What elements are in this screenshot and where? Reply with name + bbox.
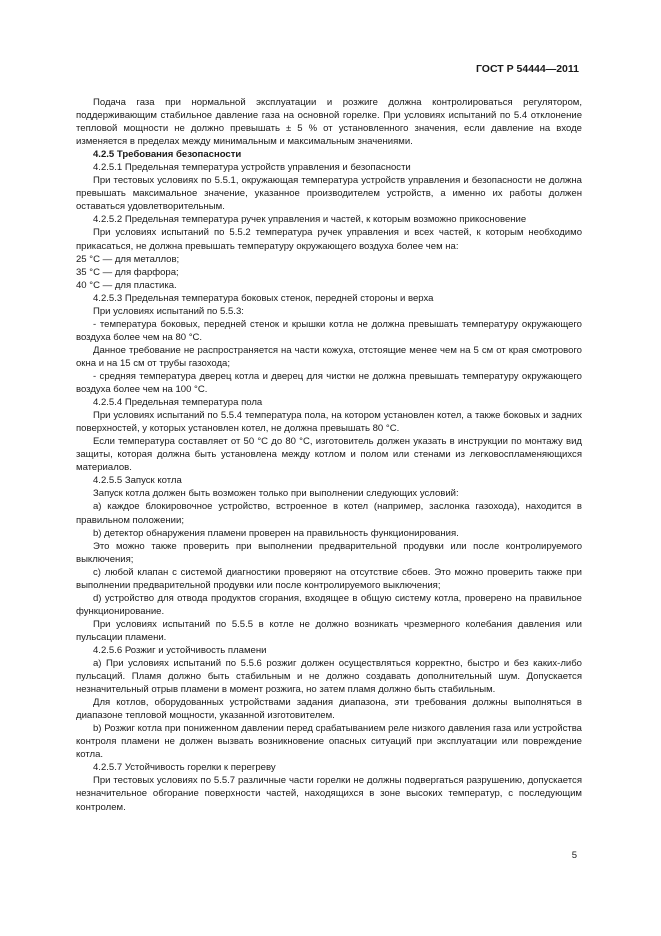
subsection-heading: 4.2.5.7 Устойчивость горелки к перегреву bbox=[93, 762, 276, 774]
list-item: 25 °С — для металлов; bbox=[76, 253, 180, 265]
paragraph: Если температура составляет от 50 °С до 80 °С, изготовитель должен указать в инструкции по монтажу вид защиты, которая должна быть установлена между котлом и полом или стенами из легковоспламеняющихся материалов. bbox=[76, 436, 582, 474]
page-number: 5 bbox=[571, 850, 577, 861]
paragraph: Данное требование не распространяется на части кожуха, отстоящие менее чем на 5 см от края смотрового окна и на 15 см от трубы газохода; bbox=[76, 344, 582, 369]
subsection-heading: 4.2.5.5 Запуск котла bbox=[93, 475, 182, 487]
list-item: 40 °С — для пластика. bbox=[76, 279, 177, 291]
list-item: - температура боковых, передней стенок и крышки котла не должна превышать температуру окружающего воздуха более чем на 80 °С. bbox=[76, 318, 582, 343]
list-item: b) Розжиг котла при пониженном давлении перед срабатыванием реле низкого давления газа или устройства контроля пламени не должен вызвать возникновение опасных ситуаций при эксплуатации или повреждение котла. bbox=[76, 723, 582, 761]
paragraph: При тестовых условиях по 5.5.7 различные части горелки не должны подвергаться разрушению, допускается незначительное обгорание поверхности частей, находящихся в зоне высоких температур, с последующим контролем. bbox=[76, 775, 582, 813]
document-body bbox=[76, 96, 582, 814]
list-item: - средняя температура дверец котла и дверец для чистки не должна превышать температуру окружающего воздуха более чем на 100 °С. bbox=[76, 370, 582, 396]
list-item: d) устройство для отвода продуктов сгорания, входящее в общую систему котла, проверено на правильное функционирование. bbox=[76, 592, 582, 617]
subsection-heading: 4.2.5.2 Предельная температура ручек управления и частей, к которым возможно прикосновение bbox=[93, 214, 527, 226]
subsection-heading: 4.2.5.3 Предельная температура боковых стенок, передней стороны и верха bbox=[93, 292, 434, 304]
list-item: c) любой клапан с системой диагностики проверяют на отсутствие сбоев. Это можно проверить также при выполнении предварительной продувки или после контролируемого выключения; bbox=[76, 566, 582, 591]
paragraph: Подача газа при нормальной эксплуатации и розжиге должна контролироваться регулятором, поддерживающим стабильное давление газа на основной горелке. При условиях испытаний по 5.4 отклонение тепловой мощности не должно превышать ± 5 % от установленного значения, если давление на входе изменяется в пределах между минимальным и максимальным значениями. bbox=[76, 97, 582, 148]
list-item: 35 °С — для фарфора; bbox=[76, 266, 179, 278]
list-item: a) При условиях испытаний по 5.5.6 розжиг должен осуществляться корректно, быстро и без каких-либо пульсаций. Пламя должно быть стабильным и не должно создавать дополнительный шум. Допускается незначительный отрыв пламени в момент розжига, но затем пламя должно быть стабильным. bbox=[76, 658, 582, 696]
subsection-heading: 4.2.5.1 Предельная температура устройств управления и безопасности bbox=[93, 162, 411, 174]
paragraph: Это можно также проверить при выполнении предварительной продувки или после контролируемого выключения; bbox=[76, 540, 582, 565]
paragraph: При тестовых условиях по 5.5.1, окружающая температура устройств управления и безопасности не должна превышать максимальное значение, указанное производителем устройств, а именно их работы должен оставаться удовлетворительным. bbox=[76, 175, 582, 213]
document-header: ГОСТ Р 54444—2011 bbox=[475, 63, 579, 75]
list-item: a) каждое блокировочное устройство, встроенное в котел (например, заслонка газохода), находится в правильном положении; bbox=[76, 501, 582, 526]
paragraph: При условиях испытаний по 5.5.4 температура пола, на котором установлен котел, а также боковых и задних поверхностей, у которых установлен котел, не должна превышать 80 °С. bbox=[76, 410, 582, 435]
section-heading: 4.2.5 Требования безопасности bbox=[93, 149, 242, 161]
subsection-heading: 4.2.5.6 Розжиг и устойчивость пламени bbox=[93, 644, 267, 656]
paragraph: При условиях испытаний по 5.5.5 в котле не должно возникать чрезмерного колебания давления или пульсации пламени. bbox=[76, 618, 582, 643]
paragraph: При условиях испытаний по 5.5.3: bbox=[93, 305, 244, 317]
paragraph: Запуск котла должен быть возможен только при выполнении следующих условий: bbox=[93, 488, 459, 500]
paragraph: Для котлов, оборудованных устройствами задания диапазона, эти требования должны выполняться в диапазоне тепловой мощности, указанной изготовителем. bbox=[76, 697, 582, 722]
paragraph: При условиях испытаний по 5.5.2 температура ручек управления и всех частей, к которым необходимо прикасаться, не должна превышать температуру окружающего воздуха более чем на: bbox=[76, 227, 582, 252]
subsection-heading: 4.2.5.4 Предельная температура пола bbox=[93, 397, 263, 409]
list-item: b) детектор обнаружения пламени проверен на правильность функционирования. bbox=[93, 527, 459, 539]
